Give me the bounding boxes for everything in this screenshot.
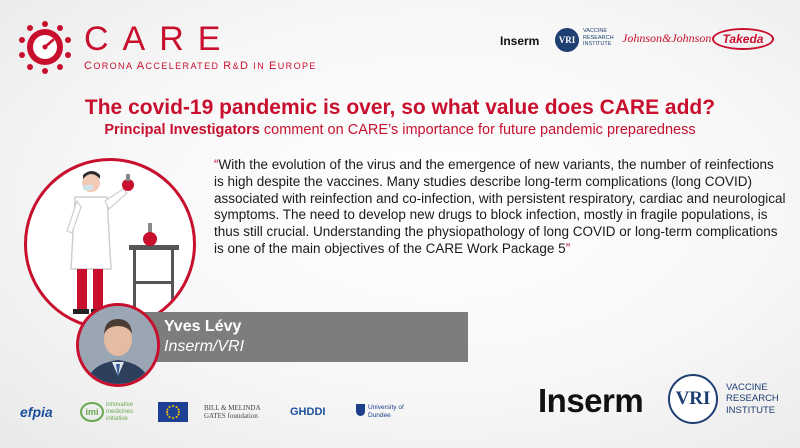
quote-text — [214, 157, 786, 258]
partner-jnj-logo: Johnson&Johnson — [622, 31, 712, 45]
gates-foundation-logo: BILL & MELINDA GATES foundation — [204, 404, 261, 421]
quote-close-mark: ” — [565, 240, 571, 256]
scientist-icon — [27, 161, 193, 327]
efpia-logo: efpia — [20, 404, 53, 420]
person-portrait-icon — [79, 306, 157, 384]
page-title: The covid-19 pandemic is over, so what value does CARE add? — [84, 96, 716, 119]
brand-word: CARE — [84, 20, 235, 58]
subtitle-rest: comment on CARE’s importance for future pandemic preparedness — [259, 122, 696, 138]
partner-inserm-logo: Inserm — [500, 34, 540, 48]
imi-text: innovative medicines initiative — [106, 402, 134, 423]
ghddi-logo: GHDDI — [290, 406, 326, 418]
vri-text-large: VACCINE RESEARCH INSTITUTE — [726, 382, 779, 416]
vri-logo-large-icon: VRI — [668, 374, 718, 424]
care-logo-icon — [14, 16, 76, 78]
eu-flag-icon — [158, 402, 188, 422]
speaker-name: Yves Lévy — [164, 318, 242, 335]
partner-vri-logo-icon: VRI — [555, 28, 579, 52]
dundee-logo: University of Dundee — [368, 404, 404, 419]
speaker-affiliation: Inserm/VRI — [164, 338, 245, 355]
partner-takeda-logo: Takeda — [712, 28, 774, 50]
imi-logo-icon: imi — [80, 402, 104, 422]
quote-body: With the evolution of the virus and the emergence of new variants, the number of reinfections is high despite the vaccines. Many studies describe long-term complications (long COVID) associated with reinfection and co-infection, with persistent respiratory, cardiac and neurological symptoms. The need to develop new drugs to block infection, mostly in fragile populations, is thus still crucial. Understanding the physiopathology of long COVID or long-term complications is one of the main objectives of the CARE Work Package 5 — [214, 157, 786, 256]
inserm-logo-large: Inserm — [538, 382, 644, 419]
subtitle-strong: Principal Investigators — [104, 122, 260, 138]
page-subtitle — [0, 122, 800, 138]
dundee-shield-icon — [356, 404, 365, 416]
speaker-avatar — [76, 303, 160, 387]
partner-vri-text: VACCINE RESEARCH INSTITUTE — [583, 28, 614, 48]
brand-tagline: CORONA ACCELERATED R&D IN EUROPE — [84, 60, 317, 72]
quote-open-mark: “ — [214, 157, 219, 172]
